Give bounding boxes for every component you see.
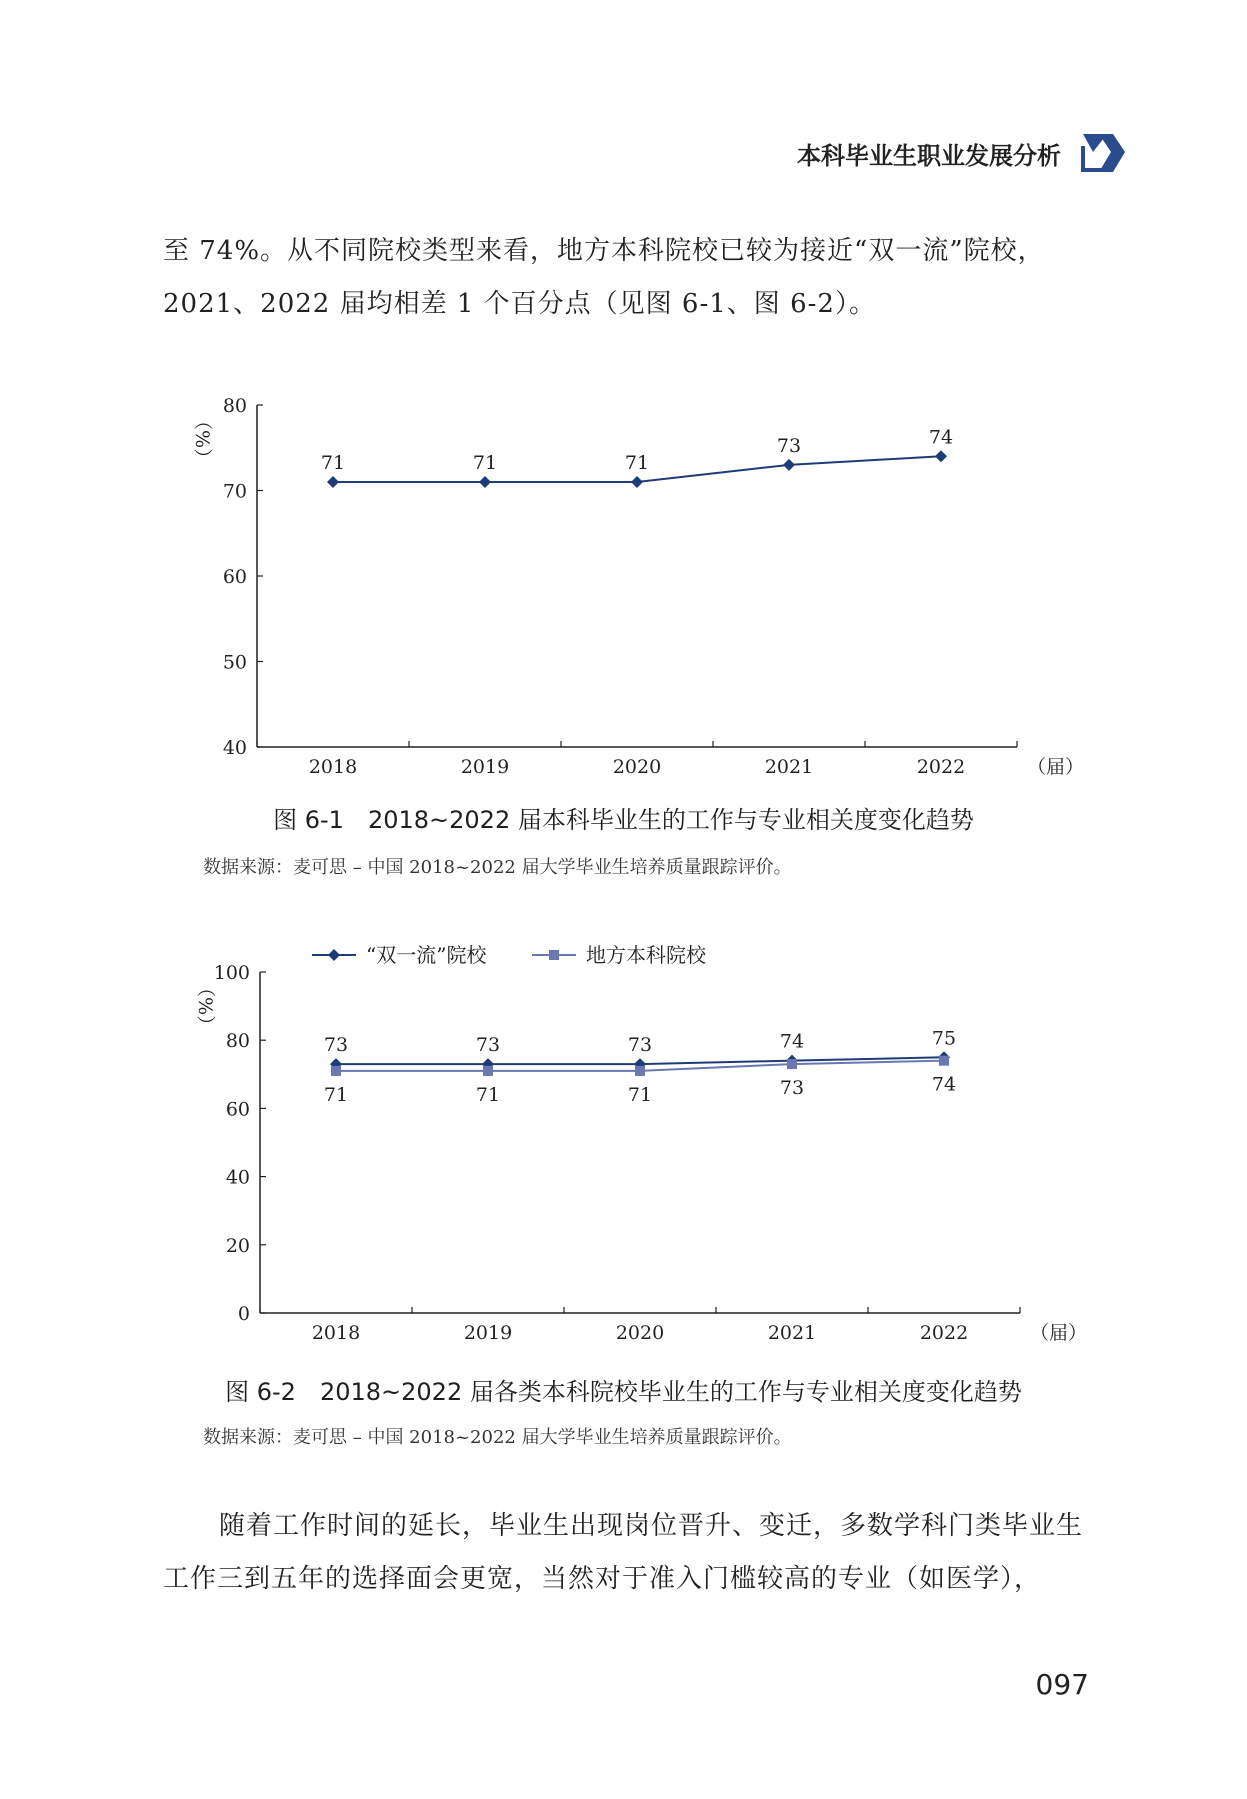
- data-point-marker: [483, 1066, 493, 1076]
- x-tick-label: 2022: [916, 756, 966, 778]
- figure-6-1-source: 数据来源：麦可思 – 中国 2018~2022 届大学毕业生培养质量跟踪评价。: [203, 857, 792, 878]
- y-tick-label: 0: [237, 1303, 250, 1325]
- legend-label: “双一流”院校: [366, 943, 487, 967]
- data-label: 71: [323, 1083, 349, 1106]
- figure-6-2-chart: [0, 925, 1247, 1355]
- x-tick-label: 2019: [460, 756, 510, 778]
- x-unit-label: （届）: [1030, 1322, 1088, 1344]
- data-label: 73: [323, 1034, 349, 1057]
- y-tick-label: 80: [225, 1030, 250, 1053]
- figure-6-2-source: 数据来源：麦可思 – 中国 2018~2022 届大学毕业生培养质量跟踪评价。: [203, 1427, 792, 1448]
- legend-marker: [549, 950, 559, 960]
- legend-marker: [328, 949, 340, 961]
- data-label: 75: [931, 1027, 957, 1050]
- y-tick-label: 60: [225, 1098, 250, 1121]
- x-unit-label: （届）: [1027, 756, 1085, 778]
- x-tick-label: 2022: [919, 1322, 969, 1344]
- y-tick-label: 60: [222, 566, 247, 588]
- y-tick-label: 80: [222, 395, 247, 417]
- data-point-marker: [331, 1066, 341, 1076]
- figure-6-1-chart: [0, 385, 1247, 785]
- y-tick-label: 40: [225, 1166, 250, 1189]
- data-label: 74: [928, 426, 954, 449]
- figure-6-2-caption: 图 6-2 2018~2022 届各类本科院校毕业生的工作与专业相关度变化趋势: [225, 1378, 1022, 1406]
- x-tick-label: 2020: [615, 1322, 665, 1344]
- data-label: 71: [472, 451, 498, 474]
- x-tick-label: 2018: [311, 1322, 361, 1344]
- legend-label: 地方本科院校: [586, 943, 706, 967]
- data-label: 71: [627, 1083, 653, 1106]
- data-label: 74: [779, 1030, 805, 1053]
- data-label: 71: [320, 451, 346, 474]
- x-tick-label: 2021: [764, 756, 814, 778]
- y-tick-label: 20: [225, 1234, 250, 1257]
- x-tick-label: 2020: [612, 756, 662, 778]
- y-tick-label: 70: [222, 480, 247, 503]
- data-label: 71: [624, 451, 650, 474]
- data-point-marker: [787, 1059, 797, 1069]
- data-point-marker: [783, 459, 795, 471]
- x-tick-label: 2021: [767, 1322, 817, 1344]
- page-number: 097: [1035, 1668, 1089, 1701]
- data-label: 73: [776, 434, 802, 457]
- data-point-marker: [635, 1066, 645, 1076]
- body-paragraph-2: 随着工作时间的延长，毕业生出现岗位晋升、变迁，多数学科门类毕业生工作三到五年的选择面会更宽，当然对于准入门槛较高的专业（如医学），: [163, 1511, 1084, 1594]
- data-point-marker: [479, 476, 491, 488]
- y-unit-label: （%）: [191, 411, 213, 468]
- data-point-marker: [327, 476, 339, 488]
- x-tick-label: 2019: [463, 1322, 513, 1344]
- data-point-marker: [935, 450, 947, 462]
- figure-6-1-caption: 图 6-1 2018~2022 届本科毕业生的工作与专业相关度变化趋势: [273, 806, 974, 834]
- data-label: 74: [931, 1073, 957, 1096]
- body-paragraph-1: 至 74%。从不同院校类型来看，地方本科院校已较为接近“双一流”院校，2021、2022 届均相差 1 个百分点（见图 6-1、图 6-2）。: [163, 236, 1045, 319]
- data-label: 73: [475, 1034, 501, 1057]
- y-tick-label: 50: [222, 651, 247, 674]
- y-tick-label: 40: [222, 737, 247, 759]
- data-label: 71: [475, 1083, 501, 1106]
- data-label: 73: [627, 1034, 653, 1057]
- chevron-bracket-icon: [1079, 130, 1129, 176]
- running-header-title: 本科毕业生职业发展分析: [797, 141, 1061, 170]
- y-tick-label: 100: [213, 962, 250, 984]
- data-label: 73: [779, 1077, 805, 1100]
- data-point-marker: [939, 1056, 949, 1066]
- x-tick-label: 2018: [308, 756, 358, 778]
- running-header: [797, 130, 1129, 176]
- y-unit-label: （%）: [194, 978, 216, 1035]
- data-point-marker: [631, 476, 643, 488]
